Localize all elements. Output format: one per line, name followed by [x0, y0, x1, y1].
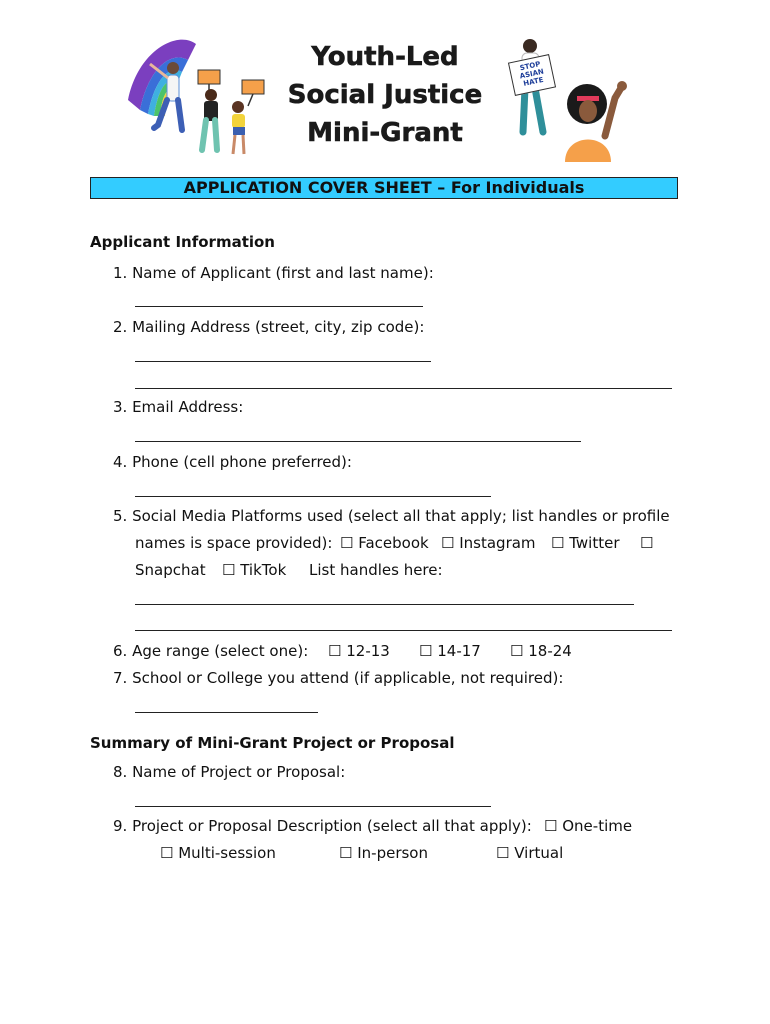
question-8-label: 8. Name of Project or Proposal:	[113, 763, 346, 781]
name-field-line[interactable]	[135, 306, 423, 307]
checkbox-icon: ☐	[339, 844, 353, 862]
question-2-label: 2. Mailing Address (street, city, zip code):	[113, 318, 425, 336]
checkbox-icon: ☐	[510, 642, 524, 660]
activists-illustration	[505, 36, 640, 162]
virtual-label: Virtual	[514, 844, 564, 862]
checkbox-icon: ☐	[640, 534, 654, 552]
address-field-line-2[interactable]	[135, 388, 672, 389]
section-heading-applicant: Applicant Information	[90, 233, 275, 251]
list-handles-label: List handles here:	[309, 561, 443, 579]
one-time-label: One-time	[562, 817, 633, 835]
question-6-label: 6. Age range (select one):	[113, 642, 309, 660]
checkbox-snapchat-label: Snapchat	[135, 561, 206, 579]
protesters-illustration	[118, 30, 288, 160]
checkbox-multi-session[interactable]	[160, 844, 276, 862]
phone-field-line[interactable]	[135, 496, 491, 497]
checkbox-facebook[interactable]	[340, 534, 429, 552]
checkbox-facebook-label: Facebook	[358, 534, 429, 552]
checkbox-tiktok-label: TikTok	[240, 561, 287, 579]
cover-sheet-banner	[90, 177, 678, 199]
checkbox-twitter-label: Twitter	[569, 534, 620, 552]
title-line-3: Mini-Grant	[307, 118, 463, 148]
handles-field-line-2[interactable]	[135, 630, 672, 631]
checkbox-icon: ☐	[441, 534, 455, 552]
checkbox-instagram[interactable]	[441, 534, 536, 552]
checkbox-icon: ☐	[551, 534, 565, 552]
age-14-17-label: 14-17	[437, 642, 481, 660]
checkbox-icon: ☐	[160, 844, 174, 862]
header-illustration-right	[505, 36, 640, 162]
address-field-line-1[interactable]	[135, 361, 431, 362]
checkbox-age-12-13[interactable]	[328, 642, 390, 660]
question-1-label: 1. Name of Applicant (first and last name):	[113, 264, 434, 282]
title-line-2: Social Justice	[287, 80, 483, 110]
checkbox-one-time[interactable]	[544, 817, 632, 835]
in-person-label: In-person	[357, 844, 428, 862]
checkbox-snapchat-box[interactable]	[640, 534, 653, 552]
title-line-1: Youth-Led	[311, 42, 459, 72]
checkbox-tiktok[interactable]	[222, 561, 286, 579]
sign-text: STOP ASIAN HATE	[519, 60, 545, 88]
project-name-field-line[interactable]	[135, 806, 491, 807]
header-title	[280, 38, 490, 152]
handles-field-line-1[interactable]	[135, 604, 634, 605]
checkbox-instagram-label: Instagram	[459, 534, 536, 552]
question-7-label: 7. School or College you attend (if applicable, not required):	[113, 669, 564, 687]
age-18-24-label: 18-24	[528, 642, 572, 660]
checkbox-icon: ☐	[340, 534, 354, 552]
multi-session-label: Multi-session	[178, 844, 276, 862]
question-4-label: 4. Phone (cell phone preferred):	[113, 453, 352, 471]
header-illustration-left	[118, 30, 288, 160]
checkbox-virtual[interactable]	[496, 844, 563, 862]
checkbox-icon: ☐	[544, 817, 558, 835]
question-3-label: 3. Email Address:	[113, 398, 244, 416]
question-9-label: 9. Project or Proposal Description (select all that apply):	[113, 817, 532, 835]
checkbox-twitter[interactable]	[551, 534, 620, 552]
question-5-label: 5. Social Media Platforms used (select all that apply; list handles or profile	[113, 507, 670, 525]
checkbox-icon: ☐	[496, 844, 510, 862]
checkbox-icon: ☐	[328, 642, 342, 660]
question-5-continuation: names is space provided):	[135, 534, 333, 552]
email-field-line[interactable]	[135, 441, 581, 442]
checkbox-age-14-17[interactable]	[419, 642, 481, 660]
age-12-13-label: 12-13	[346, 642, 390, 660]
checkbox-icon: ☐	[419, 642, 433, 660]
checkbox-icon: ☐	[222, 561, 236, 579]
school-field-line[interactable]	[135, 712, 318, 713]
section-heading-summary: Summary of Mini-Grant Project or Proposal	[90, 734, 455, 752]
checkbox-in-person[interactable]	[339, 844, 428, 862]
cover-sheet-title: APPLICATION COVER SHEET – For Individuals	[183, 178, 585, 197]
checkbox-age-18-24[interactable]	[510, 642, 572, 660]
